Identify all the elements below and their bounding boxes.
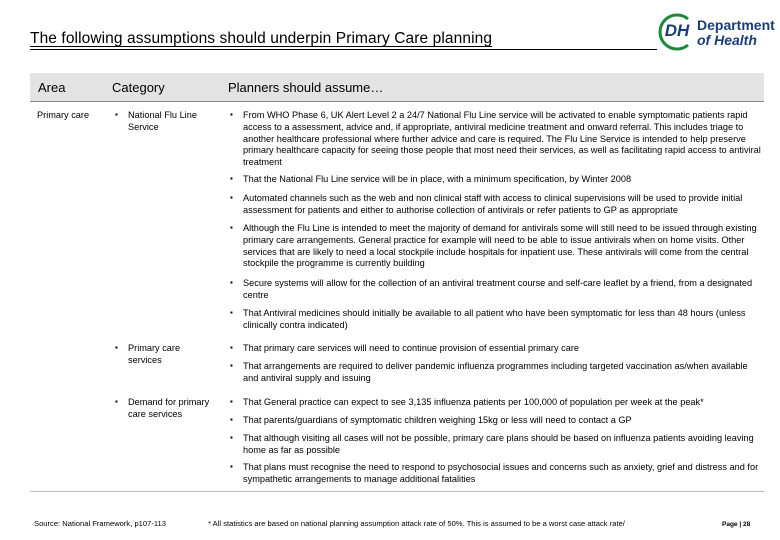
department-of-health-logo xyxy=(655,10,780,55)
category-item: Demand for primary care services xyxy=(128,397,210,419)
bullet: ▪ xyxy=(230,193,233,202)
assumption-item: From WHO Phase 6, UK Alert Level 2 a 24/7 National Flu Line service will be activated to enable symptomatic patients rapid access to a assessment, advice and, if appropriate, antiviral medicine treatment and onward referral. This includes triage to another healthcare professional where further advice and care is required. The Flu Line Service is intended to help preserve primary healthcare capacity for seeing those people that most need their services, as well as facilitating rapid access to antiviral treatment xyxy=(243,110,761,168)
bullet: ▪ xyxy=(230,110,233,119)
page-number: Page | 28 xyxy=(722,521,751,528)
bullet: ▪ xyxy=(230,462,233,471)
area-cell: Primary care xyxy=(37,110,90,120)
header-assume: Planners should assume… xyxy=(228,80,384,95)
bullet: ▪ xyxy=(115,110,118,119)
assumption-item: Although the Flu Line is intended to meet the majority of demand for antivirals some will still need to be issued through existing primary care arrangements. General practice for example will need to be able to issue antivirals when on home visits. Other services that are likely to need a local stockpile include hospitals for inpatient use. These antivirals will come from the central stockpile the programme is currently building xyxy=(243,223,757,269)
assumption-item: That arrangements are required to deliver pandemic influenza programmes including targeted vaccination as/when available and antiviral supply and issuing xyxy=(243,361,748,383)
bullet: ▪ xyxy=(230,397,233,406)
header-category: Category xyxy=(112,80,165,95)
bullet: ▪ xyxy=(115,397,118,406)
bullet: ▪ xyxy=(230,361,233,370)
table-header xyxy=(30,73,764,101)
assumption-item: That Antiviral medicines should initially be available to all patient who have been symptomatic for less than 48 hours (unless clinically contra indicated) xyxy=(243,308,746,330)
category-item: Primary care services xyxy=(128,343,181,365)
bullet: ▪ xyxy=(230,415,233,424)
bullet: ▪ xyxy=(230,433,233,442)
header-divider xyxy=(30,101,764,102)
assumption-item: Automated channels such as the web and non clinical staff with access to clinical supervisions will be used to provide initial assessment for patients and either to authorise collection of antivirals or refer patients to GP as appropriate xyxy=(243,193,743,215)
logo-mark: DH xyxy=(664,21,690,40)
bullet: ▪ xyxy=(230,278,233,287)
source-note: Source: National Framework, p107-113 xyxy=(34,519,166,528)
title-divider xyxy=(30,49,657,50)
logo-line-2: of Health xyxy=(697,32,757,48)
category-item: National Flu Line Service xyxy=(128,110,197,132)
assumption-item: That primary care services will need to continue provision of essential primary care xyxy=(243,343,579,353)
header-area: Area xyxy=(38,80,66,95)
assumption-item: Secure systems will allow for the collection of an antiviral treatment course and self-care leaflet by a friend, from a designated centre xyxy=(243,278,753,300)
assumption-item: That although visiting all cases will not be possible, primary care plans should be based on influenza patients avoiding leaving home as far as possible xyxy=(243,433,754,455)
bullet: ▪ xyxy=(230,343,233,352)
bullet: ▪ xyxy=(230,174,233,183)
table-bottom-divider xyxy=(30,491,764,492)
page-title: The following assumptions should underpin Primary Care planning xyxy=(30,30,493,47)
assumption-item: That plans must recognise the need to respond to psychosocial issues and concerns such as anxiety, grief and distress and for sympathetic arrangements to manage additional fatalities xyxy=(243,462,759,484)
assumption-item: That the National Flu Line service will be in place, with a minimum specification, by Winter 2008 xyxy=(243,174,632,184)
bullet: ▪ xyxy=(115,343,118,352)
bullet: ▪ xyxy=(230,308,233,317)
assumption-item: That General practice can expect to see 3,135 influenza patients per 100,000 of population per week at the peak* xyxy=(243,397,704,407)
logo-line-1: Department xyxy=(697,17,775,33)
assumption-item: That parents/guardians of symptomatic children weighing 15kg or less will need to contact a GP xyxy=(243,415,632,425)
bullet: ▪ xyxy=(230,223,233,232)
logo-text xyxy=(697,18,775,48)
footnote: * All statistics are based on national planning assumption attack rate of 50%. This is assumed to be a worst case attack rate/ xyxy=(208,519,625,528)
